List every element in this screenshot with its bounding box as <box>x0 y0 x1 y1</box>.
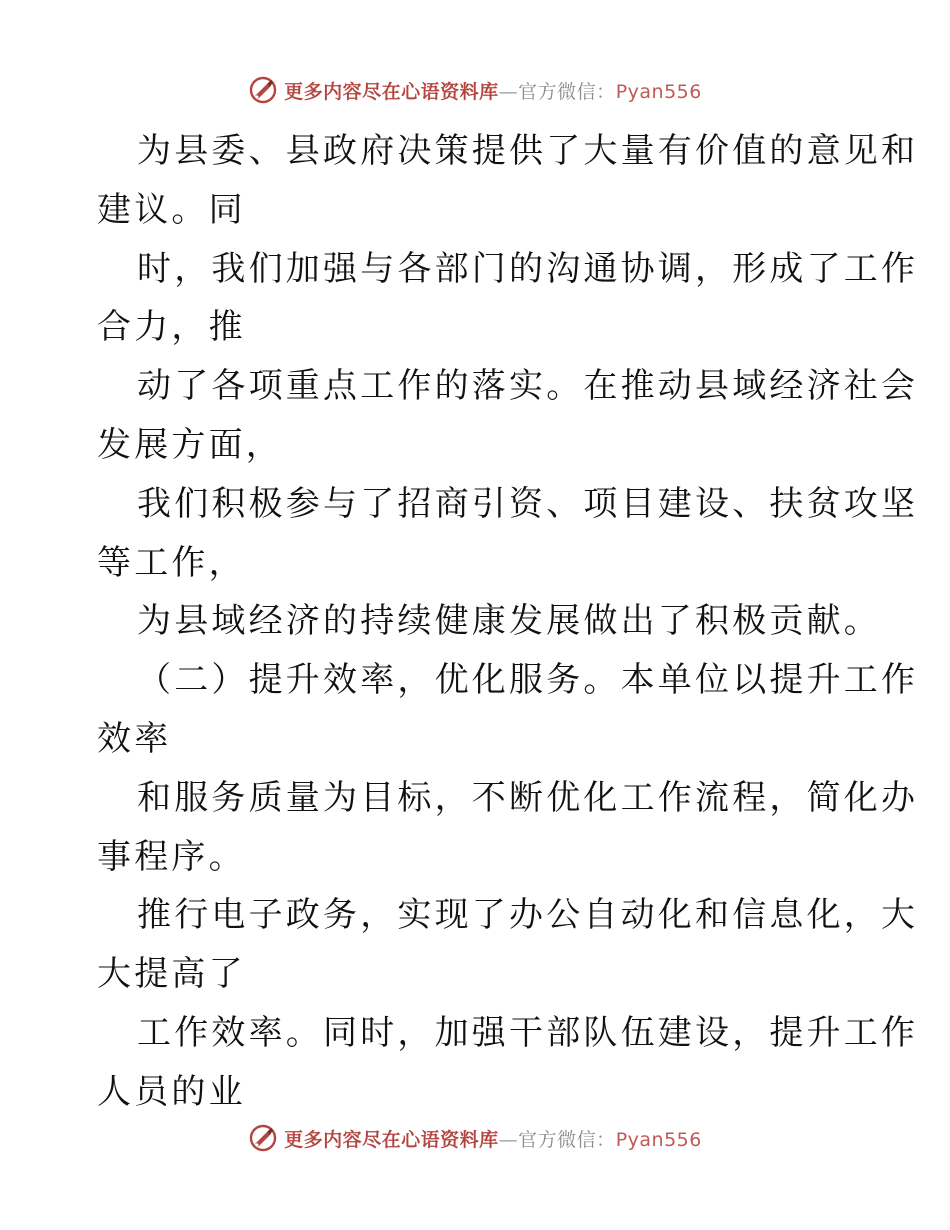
body-line: 和服务质量为目标，不断优化工作流程，简化办 <box>137 777 919 818</box>
header-wechat-id: Pyan556 <box>615 80 702 103</box>
body-line: 人员的业 <box>97 1071 246 1112</box>
body-line: 我们积极参与了招商引资、项目建设、扶贫攻坚 <box>137 483 919 524</box>
footer-wechat-id: Pyan556 <box>615 1128 702 1151</box>
body-line: 建议。同 <box>97 189 246 230</box>
body-line: 发展方面， <box>97 424 283 465</box>
footer-banner-main: 更多内容尽在心语资料库 <box>284 1128 499 1151</box>
body-line: 推行电子政务，实现了办公自动化和信息化，大 <box>137 895 919 936</box>
body-line: 效率 <box>97 718 172 759</box>
body-line: 为县委、县政府决策提供了大量有价值的意见和 <box>137 131 919 171</box>
page-header-banner <box>0 70 950 110</box>
body-line: 等工作， <box>97 542 246 583</box>
header-banner-separator: — <box>498 80 519 103</box>
body-line: 工作效率。同时，加强干部队伍建设，提升工作 <box>137 1012 919 1053</box>
section-heading-line: （二）提升效率，优化服务。本单位以提升工作 <box>137 660 919 701</box>
pen-logo-icon <box>248 1123 278 1153</box>
document-body <box>97 122 919 1122</box>
body-line: 为县域经济的持续健康发展做出了积极贡献。 <box>137 601 881 642</box>
body-line: 大提高了 <box>97 954 246 995</box>
pen-logo-icon <box>248 75 278 105</box>
header-banner-sub: 官方微信： <box>518 80 616 103</box>
page-footer-banner <box>0 1118 950 1158</box>
header-banner-main: 更多内容尽在心语资料库 <box>284 80 499 103</box>
body-line: 事程序。 <box>97 836 246 877</box>
header-banner-text <box>284 77 702 104</box>
footer-banner-separator: — <box>498 1128 519 1151</box>
body-line: 合力，推 <box>97 307 246 348</box>
body-line: 动了各项重点工作的落实。在推动县域经济社会 <box>137 366 919 407</box>
footer-banner-text <box>284 1125 702 1152</box>
body-line: 时，我们加强与各部门的沟通协调，形成了工作 <box>137 248 919 289</box>
footer-banner-sub: 官方微信： <box>518 1128 616 1151</box>
